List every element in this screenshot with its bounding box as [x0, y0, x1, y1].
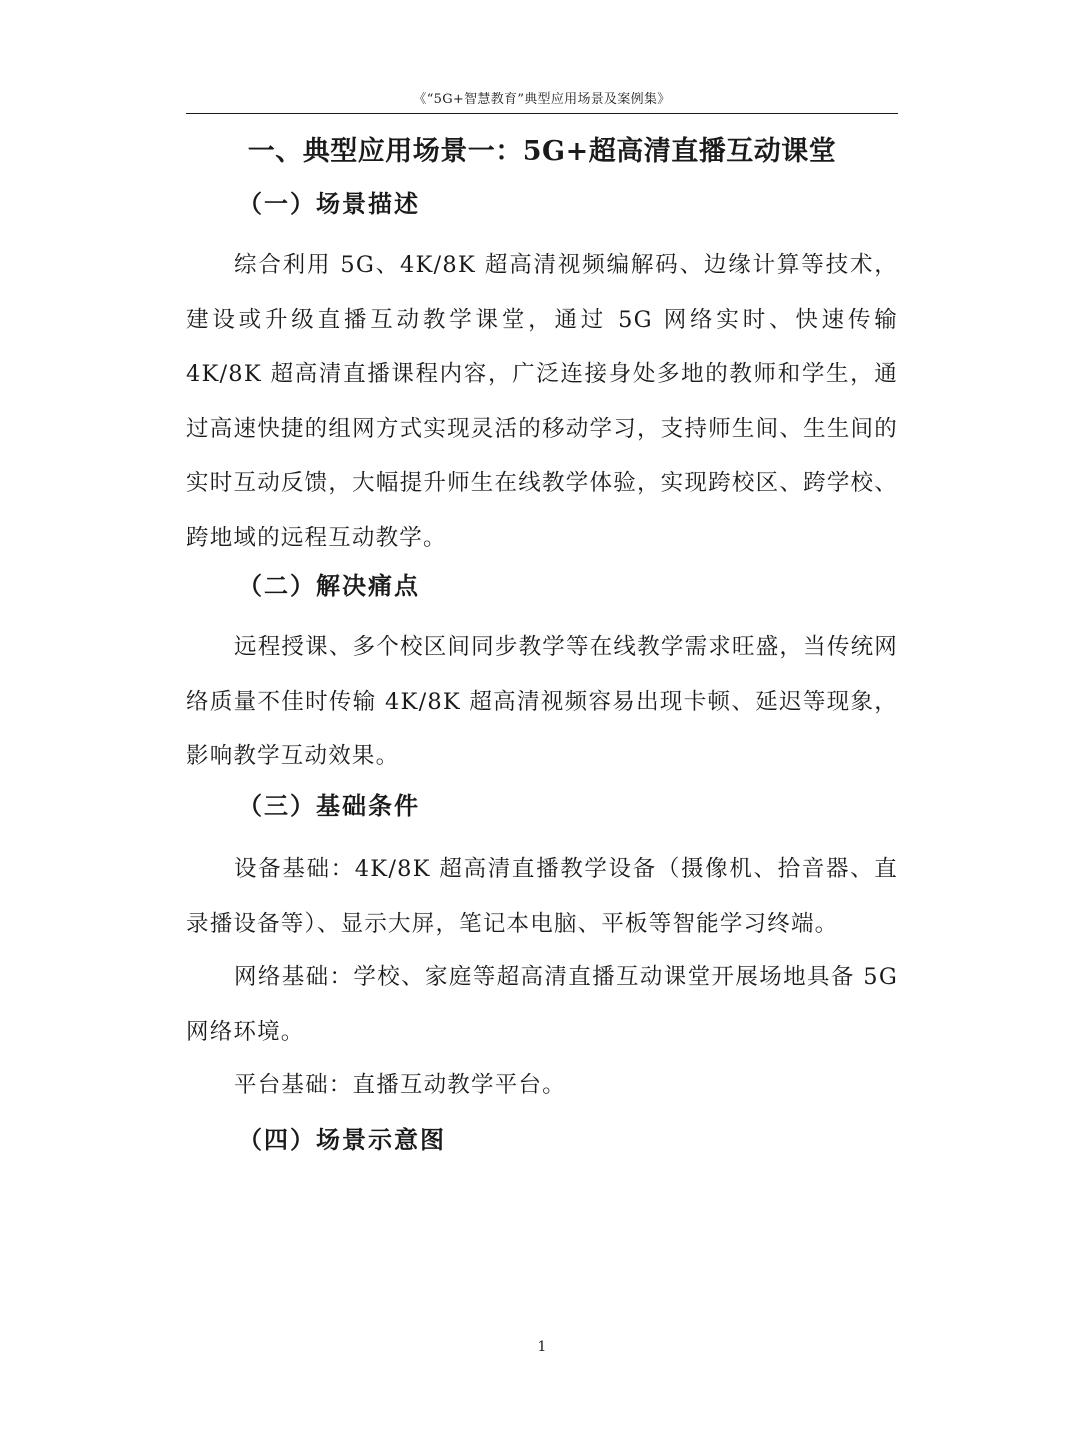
- section-heading-pain-points: （二）解决痛点: [238, 571, 420, 600]
- paragraph-scene-description: 综合利用 5G、4K/8K 超高清视频编解码、边缘计算等技术，建设或升级直播互动教学课堂，通过 5G 网络实时、快速传输 4K/8K 超高清直播课程内容，广泛连接身处多地的教师和学生，通过高速快捷的组网方式实现灵活的移动学习，支持师生间、生生间的实时互动反馈，大幅提升师生在线教学体验，实现跨校区、跨学校、跨地域的远程互动教学。: [186, 252, 898, 551]
- section-heading-scene-diagram: （四）场景示意图: [238, 1125, 446, 1154]
- paragraph-network-basis: 网络基础：学校、家庭等超高清直播互动课堂开展场地具备 5G 网络环境。: [186, 964, 898, 1045]
- paragraph-device-basis: 设备基础：4K/8K 超高清直播教学设备（摄像机、拾音器、直录播设备等）、显示大屏，笔记本电脑、平板等智能学习终端。: [186, 856, 898, 937]
- paragraph-pain-points: 远程授课、多个校区间同步教学等在线教学需求旺盛，当传统网络质量不佳时传输 4K/8K 超高清视频容易出现卡顿、延迟等现象，影响教学互动效果。: [186, 634, 898, 769]
- paragraph-platform-basis: 平台基础：直播互动教学平台。: [234, 1072, 566, 1098]
- section-heading-scene-description: （一）场景描述: [238, 189, 420, 218]
- section-heading-basic-conditions: （三）基础条件: [238, 791, 420, 820]
- header-divider: [186, 113, 898, 114]
- page-title: 一、典型应用场景一：5G+超高清直播互动课堂: [247, 136, 837, 167]
- running-header: 《“5G+智慧教育”典型应用场景及案例集》: [413, 92, 671, 107]
- page-number: 1: [537, 1339, 547, 1355]
